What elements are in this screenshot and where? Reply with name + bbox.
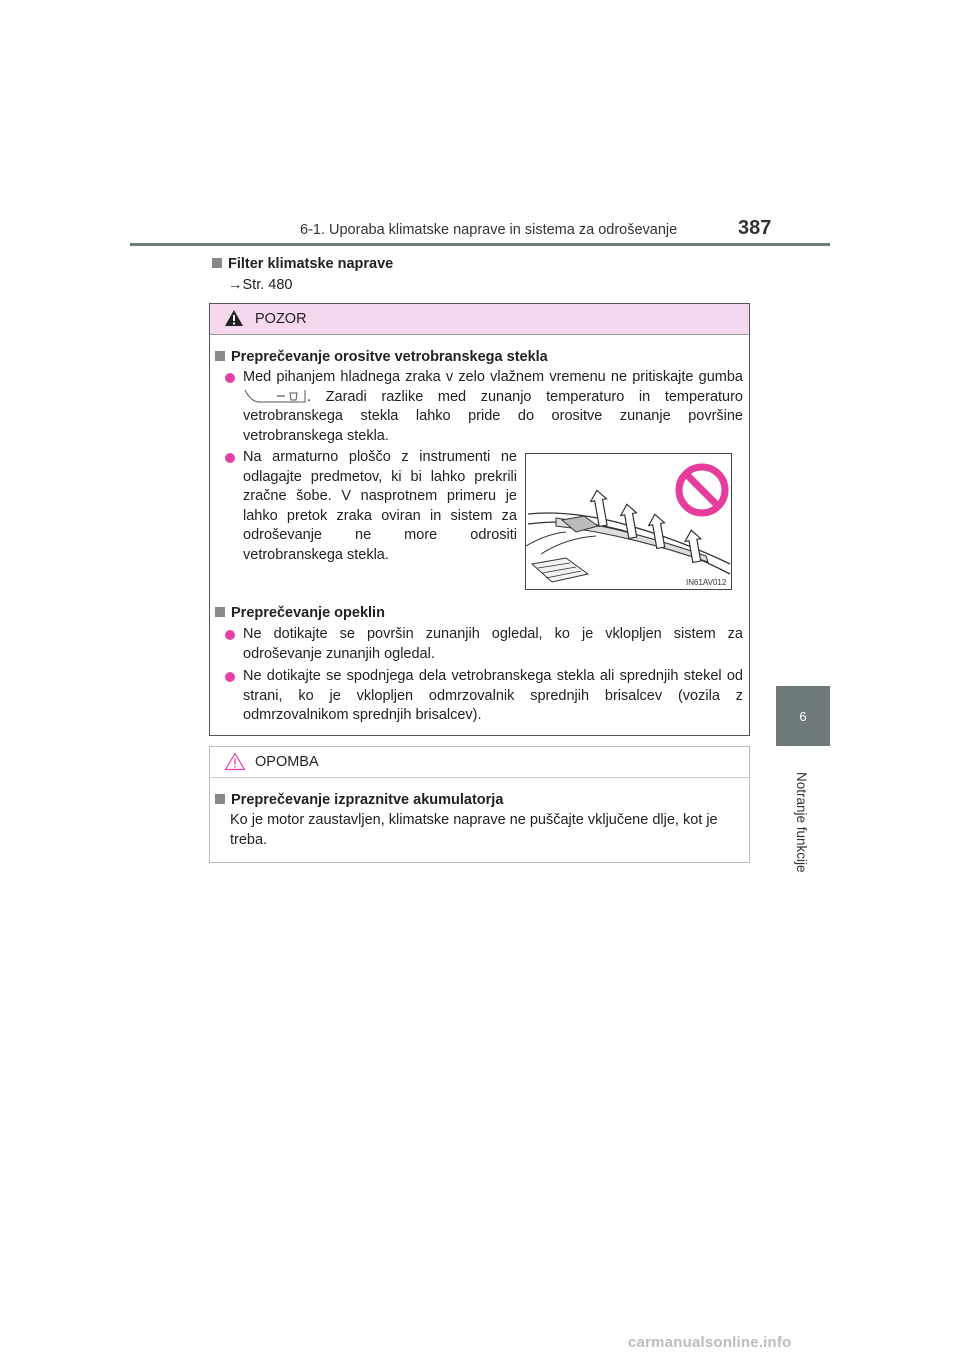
section-header: 6-1. Uporaba klimatske naprave in sistema za odroševanje <box>300 222 678 238</box>
square-bullet-icon <box>215 607 225 617</box>
square-bullet-icon <box>215 351 225 361</box>
watermark: carmanualsonline.info <box>628 1334 792 1351</box>
notice-heading <box>215 792 503 808</box>
caution-heading-burns-text: Preprečevanje opeklin <box>231 605 385 621</box>
caution-heading-fog <box>215 349 548 365</box>
caution-item-fog-button <box>225 368 743 446</box>
caution-header <box>210 304 749 335</box>
caution-heading-burns <box>215 605 385 621</box>
caution-item-text-cont: . Zaradi razlike med zunanjo temperaturo in temperaturo vetrobranskega stekla lahko pride do orositve zunanje površine vetrobranskega stekla. <box>243 388 743 444</box>
chapter-tab: 6 <box>776 686 830 746</box>
caution-item-mirrors-text: Ne dotikajte se površin zunanjih ogledal, ko je vklopljen sistem za odroševanje zunanjih ogledal. <box>243 626 743 662</box>
notice-text: Ko je motor zaustavljen, klimatske naprave ne puščajte vključene dlje, kot je treba. <box>230 812 718 848</box>
header-rule <box>130 243 830 246</box>
defog-button-icon <box>243 389 307 403</box>
notice-header <box>210 747 749 778</box>
notice-box <box>209 746 750 863</box>
caution-label: POZOR <box>255 311 307 327</box>
prohibition-icon <box>679 467 725 513</box>
caution-item-text: Med pihanjem hladnega zraka v zelo vlažnem vremenu ne pritiskajte gumba <box>243 369 743 385</box>
bullet-dot-icon <box>225 373 235 383</box>
page-number: 387 <box>738 217 772 239</box>
warning-triangle-icon <box>224 309 244 327</box>
square-bullet-icon <box>212 258 222 268</box>
bullet-dot-icon <box>225 453 235 463</box>
caution-item-windshield <box>225 667 743 726</box>
caution-heading-fog-text: Preprečevanje orositve vetrobranskega stekla <box>231 349 548 365</box>
notice-triangle-icon <box>224 752 246 771</box>
square-bullet-icon <box>215 794 225 804</box>
caution-item-mirrors <box>225 625 743 664</box>
bullet-dot-icon <box>225 630 235 640</box>
section-title-text: Filter klimatske naprave <box>228 256 394 272</box>
page-reference: →Str. 480 <box>228 277 293 293</box>
dashboard-illustration <box>525 453 732 590</box>
caution-item-vents <box>225 448 517 565</box>
caution-item-windshield-text: Ne dotikajte se spodnjega dela vetrobranskega stekla ali sprednjih stekel od strani, ko je vklopljen odmrzovalnik sprednjih brisalcev (vozila z odmrzovalnikom sprednjih brisalcev). <box>243 668 743 723</box>
notice-label: OPOMBA <box>255 754 319 770</box>
notice-heading-text: Preprečevanje izpraznitve akumulatorja <box>231 792 504 808</box>
caution-item-vents-text: Na armaturno ploščo z instrumenti ne odlagajte predmetov, ki bi lahko prekrili zračne šobe. V nasprotnem primeru je lahko pretok zraka oviran in sistem za odroševanje ne more odrositi vetrobranskega stekla. <box>243 449 517 563</box>
chapter-title <box>772 772 832 922</box>
bullet-dot-icon <box>225 672 235 682</box>
dashboard-vents-image <box>526 454 731 589</box>
section-title <box>212 256 393 272</box>
chapter-title-text: Notranje funkcije <box>794 772 809 873</box>
illustration-code: IN61AV012 <box>686 578 727 587</box>
